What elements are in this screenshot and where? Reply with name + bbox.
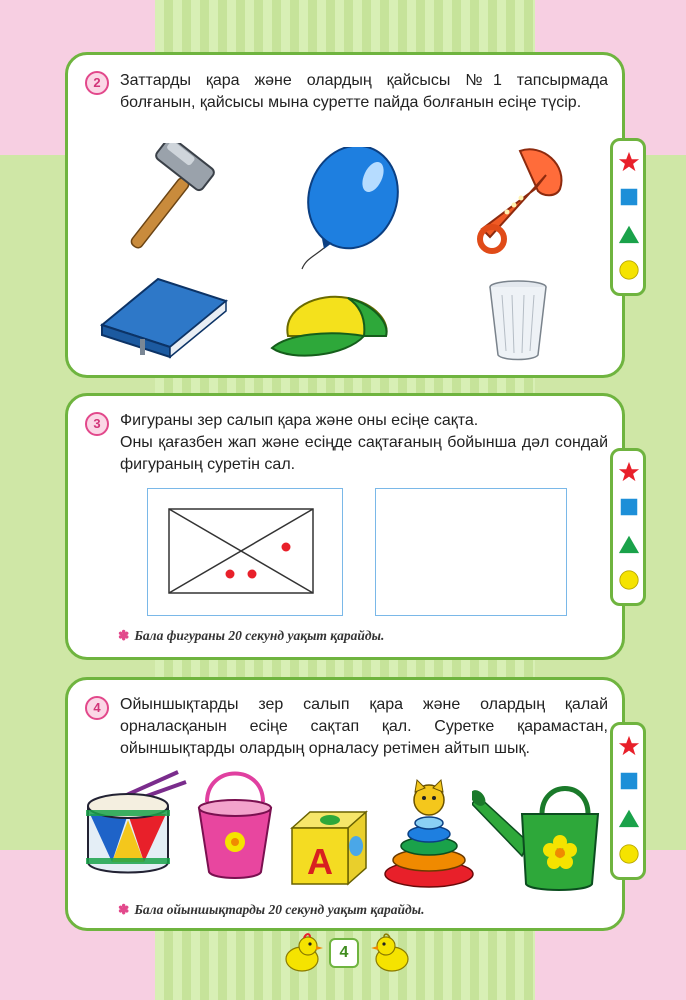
- task-number: 4: [85, 696, 109, 720]
- task-3-note: ✽ Бала фигураны 20 секунд уақыт қарайды.: [118, 628, 385, 643]
- circle-icon: [618, 569, 640, 591]
- triangle-icon: [618, 223, 640, 245]
- task-4-note: ✽ Бала ойыншықтарды 20 секунд уақыт қарайды.: [118, 902, 425, 917]
- drum-icon: [80, 770, 192, 880]
- balloon-icon: [288, 147, 408, 272]
- chick-icon: [370, 932, 414, 976]
- pyramid-toy-icon: [383, 778, 475, 890]
- shapes-sidebar: [610, 448, 646, 606]
- shapes-sidebar: [610, 722, 646, 880]
- task-3-text-line1: Фигураны зер салып қара және оны есіңе сақта.: [120, 412, 479, 429]
- shapes-sidebar: [610, 138, 646, 296]
- glass-icon: [486, 279, 550, 361]
- task-3-card: [65, 393, 625, 660]
- block-letter: A: [307, 841, 333, 882]
- drawing-frame[interactable]: [375, 488, 567, 616]
- hammer-icon: [108, 143, 218, 255]
- task-3-text-line2: Оны қағазбен жап және есіңде сақтағаның бойынша дәл сондай фигураның суретін сал.: [120, 434, 608, 473]
- triangle-icon: [618, 533, 640, 555]
- triangle-icon: [618, 807, 640, 829]
- task-2-text: Заттарды қара және олардың қайсысы №1 тапсырмада болғанын, қайсысы мына суретте пайда болғанын есіңе түсір.: [120, 72, 608, 111]
- figure-frame: [147, 488, 343, 616]
- star-icon: [618, 461, 640, 483]
- task-number: 3: [85, 412, 109, 436]
- task-number: 2: [85, 71, 109, 95]
- star-icon: [618, 735, 640, 757]
- bucket-icon: [193, 768, 277, 880]
- square-icon: [618, 770, 640, 792]
- square-icon: [618, 496, 640, 518]
- task-4-card: [65, 677, 625, 931]
- cap-icon: [268, 290, 398, 362]
- task-4-text: Ойыншықтарды зер салып қара және олардың қалай орналасқанын есіңе сақтап қал. Суретке қарамастан, ойыншықтарды олардың орналасу ретімен айтып шық.: [120, 696, 608, 757]
- circle-icon: [618, 259, 640, 281]
- page-number: 4: [329, 938, 359, 968]
- crossed-rectangle-figure: [148, 489, 344, 617]
- book-icon: [98, 277, 228, 359]
- task-2-card: [65, 52, 625, 378]
- chick-icon: [280, 932, 324, 976]
- circle-icon: [618, 843, 640, 865]
- trumpet-icon: [460, 145, 570, 255]
- block-icon: [288, 808, 368, 888]
- star-icon: [618, 151, 640, 173]
- square-icon: [618, 186, 640, 208]
- watering-can-icon: [472, 780, 604, 892]
